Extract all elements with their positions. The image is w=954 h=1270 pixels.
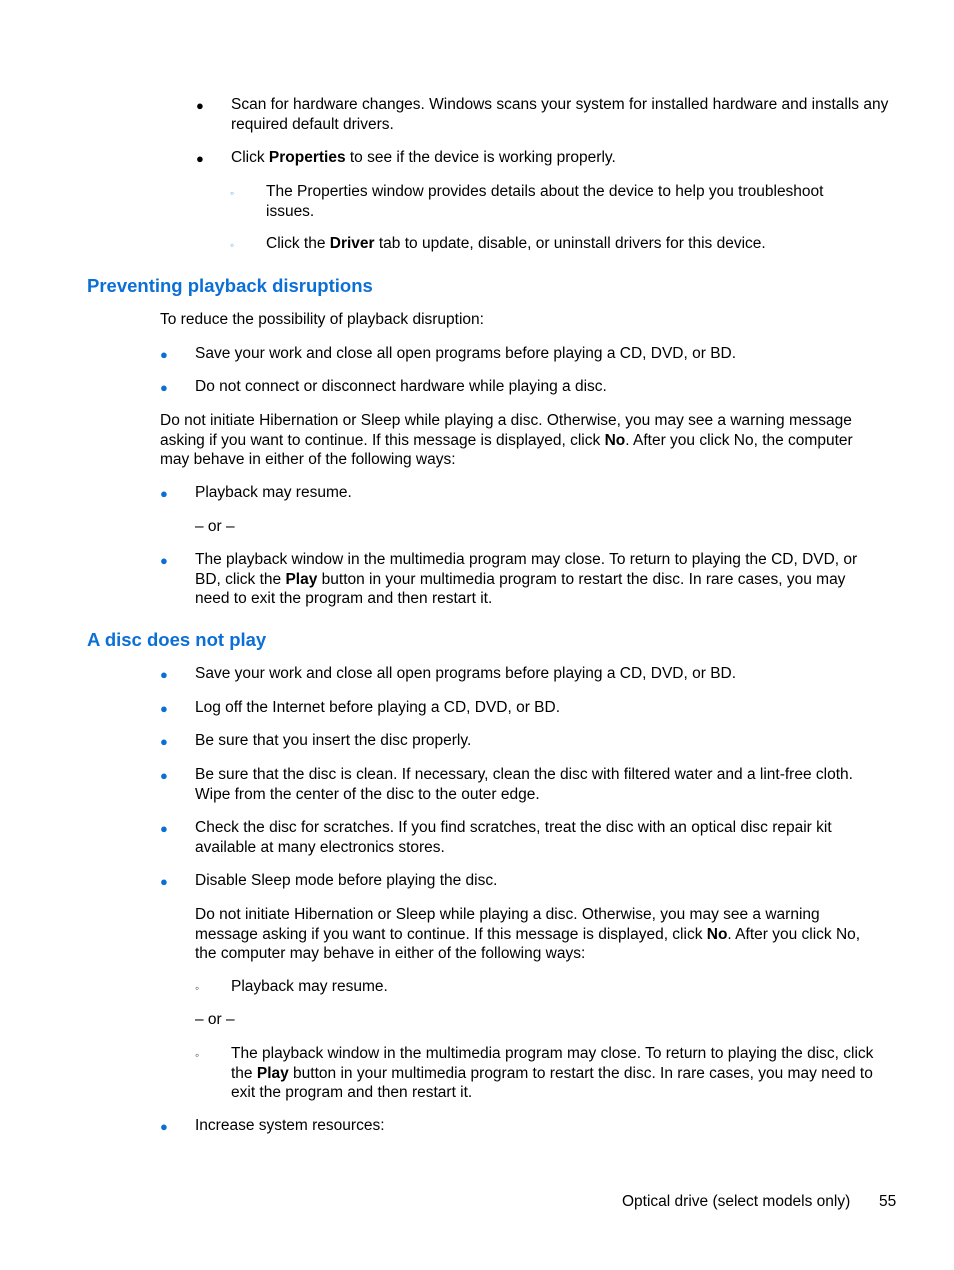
bullet-dot-icon: ● [160, 701, 168, 716]
text: The playback window in the multimedia program may close. To return to playing the disc, click the [231, 1045, 874, 1082]
bullet-dot-icon: ● [196, 98, 204, 113]
section-heading: A disc does not play [87, 629, 267, 650]
list-item: Disable Sleep mode before playing the disc. [195, 872, 498, 889]
text: Do not initiate Hibernation or Sleep while playing a disc. Otherwise, you may see a warning message asking if you want to continue. If this message is displayed, click [195, 906, 820, 943]
paragraph [160, 411, 882, 470]
list-item: Do not connect or disconnect hardware while playing a disc. [195, 378, 607, 395]
list-item: Log off the Internet before playing a CD, DVD, or BD. [195, 699, 561, 716]
sub-bullet-circle-icon: ◦ [195, 981, 200, 995]
intro-paragraph: To reduce the possibility of playback disruption: [160, 311, 484, 328]
bullet-dot-icon: ● [160, 1119, 168, 1134]
list-item: Save your work and close all open programs before playing a CD, DVD, or BD. [195, 345, 737, 362]
sub-list-item [266, 234, 886, 254]
list-item: Save your work and close all open programs before playing a CD, DVD, or BD. [195, 665, 737, 682]
bullet-dot-icon: ● [160, 874, 168, 889]
ui-term-play: Play [285, 570, 318, 588]
text: The playback window in the multimedia program may close. To return to playing the CD, DVD, or BD, click the [195, 551, 858, 588]
ui-term-no: No [604, 431, 626, 449]
sub-list-item [231, 1044, 881, 1103]
page-number: 55 [879, 1193, 897, 1210]
bullet-dot-icon: ● [196, 151, 204, 166]
bullet-dot-icon: ● [160, 486, 168, 501]
sub-list-item: Playback may resume. [231, 978, 388, 995]
ui-term-driver: Driver [329, 235, 375, 252]
bullet-dot-icon: ● [160, 347, 168, 362]
text: to see if the device is working properly. [345, 149, 616, 166]
sub-bullet-circle-icon: ◦ [195, 1048, 200, 1062]
footer-section-title: Optical drive (select models only) [622, 1193, 851, 1210]
bullet-dot-icon: ● [160, 734, 168, 749]
text: Do not initiate Hibernation or Sleep while playing a disc. Otherwise, you may see a warning message asking if you want to continue. If this message is displayed, click [160, 412, 852, 449]
ui-term-properties: Properties [268, 149, 346, 166]
text: . After you click No, the computer may behave in either of the following ways: [160, 431, 853, 468]
list-item: Be sure that you insert the disc properly. [195, 732, 472, 749]
list-item: Playback may resume. [195, 484, 352, 501]
list-item: Be sure that the disc is clean. If necessary, clean the disc with filtered water and a lint-free cloth. Wipe from the center of the disc to the outer edge. [195, 766, 853, 803]
text: button in your multimedia program to restart the disc. In rare cases, you may need to exit the program and then restart it. [231, 1064, 873, 1101]
bullet-dot-icon: ● [160, 380, 168, 395]
bullet-dot-icon: ● [160, 667, 168, 682]
list-item: Check the disc for scratches. If you find scratches, treat the disc with an optical disc repair kit available at many electronics stores. [195, 819, 832, 856]
text: Click the [266, 235, 330, 252]
or-separator: – or – [195, 1011, 235, 1028]
ui-term-play: Play [256, 1064, 289, 1082]
bullet-dot-icon: ● [160, 768, 168, 783]
text: tab to update, disable, or uninstall drivers for this device. [374, 235, 766, 252]
list-item: Scan for hardware changes. Windows scans your system for installed hardware and installs any required default drivers. [231, 96, 889, 133]
bullet-dot-icon: ● [160, 821, 168, 836]
sub-list-item: The Properties window provides details about the device to help you troubleshoot issues. [266, 183, 824, 220]
text: Click [231, 149, 269, 166]
bullet-dot-icon: ● [160, 553, 168, 568]
text: button in your multimedia program to restart the disc. In rare cases, you may need to exit the program and then restart it. [195, 570, 846, 607]
sub-bullet-circle-icon: ◦ [230, 238, 235, 252]
paragraph [195, 905, 865, 964]
list-item: Increase system resources: [195, 1117, 385, 1134]
section-heading: Preventing playback disruptions [87, 275, 373, 296]
or-separator: – or – [195, 518, 235, 535]
list-item [231, 148, 891, 168]
text: . After you click No, the computer may behave in either of the following ways: [195, 925, 861, 962]
sub-bullet-circle-icon: ◦ [230, 186, 235, 200]
list-item [195, 550, 875, 609]
ui-term-no: No [706, 925, 728, 943]
